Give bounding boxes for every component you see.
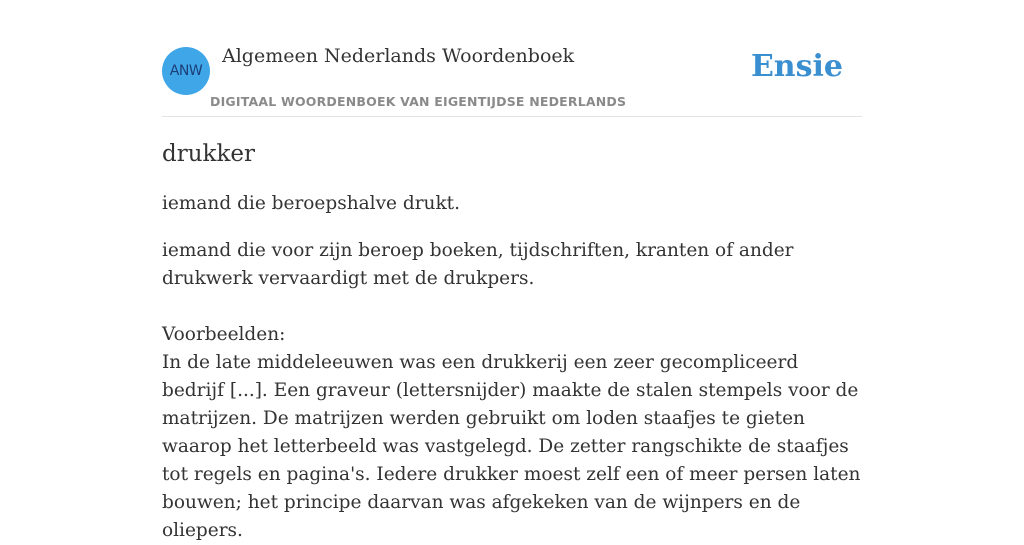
examples-label: Voorbeelden: (162, 324, 286, 345)
site-tagline: DIGITAAL WOORDENBOEK VAN EIGENTIJDSE NEDERLANDS (210, 94, 627, 109)
anw-logo[interactable] (162, 47, 210, 95)
definition-short: iemand die beroepshalve drukt. (162, 193, 460, 214)
example-text: In de late middeleeuwen was een drukkerij een zeer gecompliceerd bedrijf [...]. Een graveur (lettersnijder) maakte de stalen stempels voor de matrijzen. De matrijzen werden gebruikt om loden staafjes te gieten waarop het letterbeeld was vastgelegd. De zetter rangschikte de staafjes tot regels en pagina's. Iedere drukker moest zelf een of meer persen laten bouwen; het principe daarvan was afgekeken van de wijnpers en de oliepers. (162, 352, 861, 541)
entry-headword: drukker (162, 141, 256, 167)
definition-long: iemand die voor zijn beroep boeken, tijdschriften, kranten of ander drukwerk vervaardigt met de drukpers. (162, 240, 794, 289)
entry-content (162, 138, 862, 545)
site-title[interactable]: Algemeen Nederlands Woordenboek (222, 45, 575, 67)
site-header (162, 0, 862, 117)
logo-text: ANW (169, 63, 203, 79)
ensie-brand-link[interactable]: Ensie (750, 49, 843, 84)
